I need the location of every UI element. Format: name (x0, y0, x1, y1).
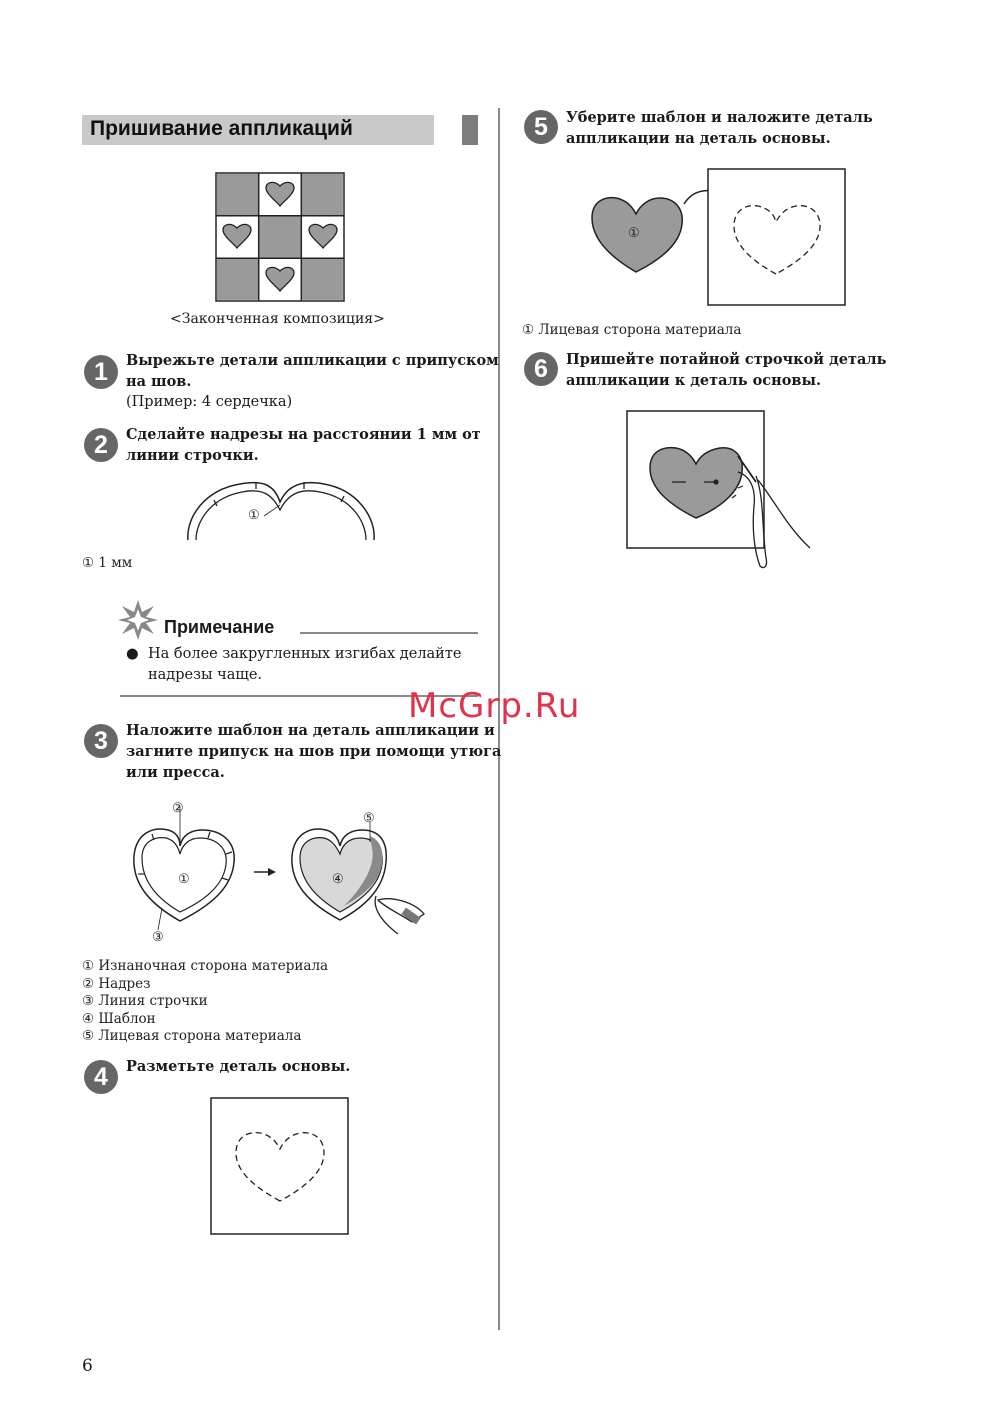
composition-caption: <Законченная композиция> (170, 311, 385, 327)
step-5-legend: ① Лицевая сторона материала (522, 322, 742, 338)
note-title: Примечание (164, 617, 275, 637)
step-3-legend: ① Изнаночная сторона материала ② Надрез ③ Линия строчки ④ Шаблон ⑤ Лицевая сторона материала (82, 958, 329, 1044)
step-2-legend: ① 1 мм (82, 555, 133, 571)
step-6-number: 6 (524, 352, 558, 386)
note-bullet: ● (126, 646, 139, 662)
section-title-text: Пришивание аппликаций (90, 117, 353, 140)
composition-illustration (216, 173, 344, 301)
step-3-callout-1: ① (178, 872, 190, 887)
fold-illustration (130, 796, 430, 946)
step-5-text: Уберите шаблон и наложите деталь аппликации на деталь основы. (566, 109, 873, 147)
step-4-text: Разметьте деталь основы. (126, 1058, 351, 1075)
base-mark-illustration (210, 1097, 350, 1235)
step-2-callout-1: ① (248, 508, 260, 523)
step-5-number: 5 (524, 110, 558, 144)
step-3-callout-2: ② (172, 801, 184, 816)
step-5-callout-1: ① (628, 226, 640, 241)
step-3-text: Наложите шаблон на деталь аппликации и загните припуск на шов при помощи утюга или пресса. (126, 722, 502, 781)
page-number: 6 (82, 1356, 93, 1376)
step-1-number: 1 (84, 355, 118, 389)
note-text: На более закругленных изгибах делайте надрезы чаще. (148, 646, 462, 683)
step-3-callout-5: ⑤ (363, 811, 375, 826)
step-3-number: 3 (84, 724, 118, 758)
step-3-callout-4: ④ (332, 872, 344, 887)
step-3-callout-3: ③ (152, 930, 164, 945)
step-6-text: Пришейте потайной строчкой деталь аппликации к деталь основы. (566, 351, 887, 389)
watermark: McGrp.Ru (408, 686, 581, 726)
step-4-number: 4 (84, 1060, 118, 1094)
step-2-text: Сделайте надрезы на расстоянии 1 мм от линии строчки. (126, 426, 481, 464)
note-title-rule (300, 632, 478, 634)
note-icon (118, 600, 158, 640)
step-2-number: 2 (84, 428, 118, 462)
section-title (82, 115, 434, 145)
step-1-text: Вырежьте детали аппликации с припуском на шов. (Пример: 4 сердечка) (126, 352, 499, 410)
title-marker (462, 115, 478, 145)
stitch-illustration (626, 410, 816, 572)
notch-illustration (186, 478, 376, 542)
